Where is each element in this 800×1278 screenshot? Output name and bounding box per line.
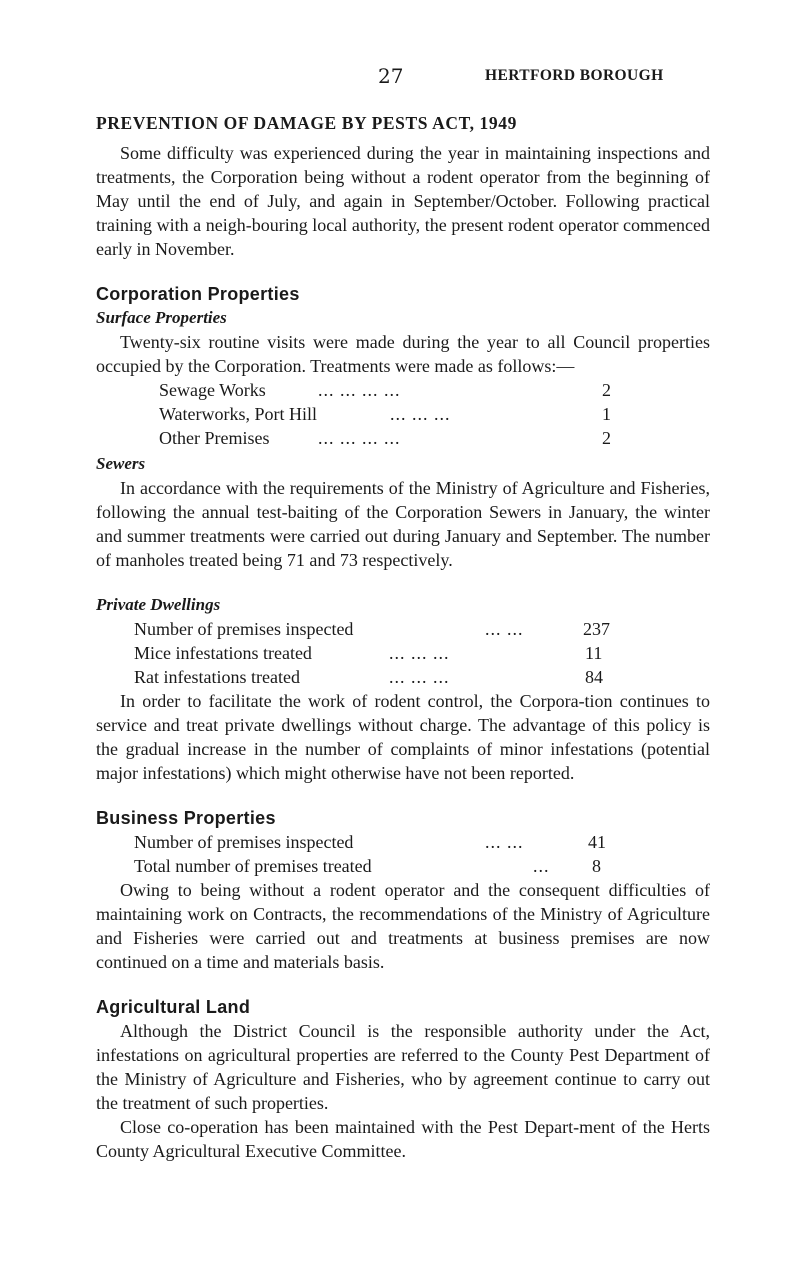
stat-value: 2 [602,380,611,400]
dot-leader: ... ... ... [389,667,450,687]
stat-value: 1 [602,404,611,424]
stat-value: 41 [588,832,606,852]
running-head [0,64,800,88]
stat-label: Number of premises inspected [134,832,354,852]
business-properties-paragraph: Owing to being without a rodent operator and the consequent difficulties of maintaining work on Contracts, the recommendations of the Ministry of Agriculture and Fisheries were carried out and treatments at business premises are now continued on a time and materials basis. [96,880,710,972]
agricultural-land-heading: Agricultural Land [96,997,251,1017]
page-number: 27 [378,64,404,88]
stat-label: Other Premises [159,428,270,448]
dot-leader: ... ... ... [390,404,451,424]
list-item [96,617,710,641]
page-title: PREVENTION OF DAMAGE BY PESTS ACT, 1949 [96,113,517,133]
surface-treatments-list [96,378,710,450]
list-item [96,378,710,402]
dot-leader: ... ... ... [389,643,450,663]
list-item [96,402,710,426]
dot-leader: ... ... [485,619,524,639]
stat-label: Sewage Works [159,380,266,400]
stat-value: 84 [585,667,603,687]
dot-leader: ... ... ... ... [318,428,401,448]
stat-label: Waterworks, Port Hill [159,404,318,424]
stat-value: 11 [585,643,603,663]
private-dwellings-stats [96,617,710,689]
dot-leader: ... ... ... ... [318,380,401,400]
sewers-paragraph: In accordance with the requirements of the Ministry of Agriculture and Fisheries, following the annual test-baiting of the Corporation Sewers in January, the winter and summer treatments were carried out during January and September. The number of manholes treated being 71 and 73 respectively. [96,478,710,570]
list-item [96,854,710,878]
agricultural-cooperation-paragraph: Close co-operation has been maintained with the Pest Depart-ment of the Herts County Agricultural Executive Committee. [96,1117,710,1161]
agricultural-land-paragraph: Although the District Council is the responsible authority under the Act, infestations on agricultural properties are referred to the County Pest Department of the Ministry of Agriculture and Fisheries, who by agreement continue to carry out the treatment of such properties. [96,1021,710,1113]
sewers-heading: Sewers [96,454,146,473]
stat-value: 237 [583,619,610,639]
intro-paragraph: Some difficulty was experienced during the year in maintaining inspections and treatments, the Corporation being without a rodent operator from the beginning of May until the end of July, and again in September/October. Following practical training with a neigh-bouring local authority, the present rodent operator commenced early in November. [96,143,710,259]
surface-properties-heading: Surface Properties [96,308,227,327]
list-item [96,830,710,854]
business-properties-heading: Business Properties [96,808,276,828]
list-item [96,665,710,689]
corporation-properties-heading: Corporation Properties [96,284,300,304]
running-title: HERTFORD BOROUGH [485,67,664,84]
stat-value: 8 [592,856,601,876]
list-item [96,426,710,450]
private-dwellings-heading: Private Dwellings [96,595,221,614]
stat-label: Total number of premises treated [134,856,372,876]
page-body [96,113,710,1163]
surface-properties-paragraph: Twenty-six routine visits were made during the year to all Council properties occupied by the Corporation. Treatments were made as follows:— [96,332,710,376]
dot-leader: ... ... [485,832,524,852]
business-properties-stats [96,830,710,878]
stat-value: 2 [602,428,611,448]
dot-leader: ... [533,856,550,876]
stat-label: Rat infestations treated [134,667,300,687]
list-item [96,641,710,665]
stat-label: Mice infestations treated [134,643,312,663]
private-dwellings-paragraph: In order to facilitate the work of rodent control, the Corpora-tion continues to service and treat private dwellings without charge. The advantage of this policy is the gradual increase in the number of complaints of minor infestations (potential major infestations) which might otherwise have not been reported. [96,691,710,783]
stat-label: Number of premises inspected [134,619,354,639]
